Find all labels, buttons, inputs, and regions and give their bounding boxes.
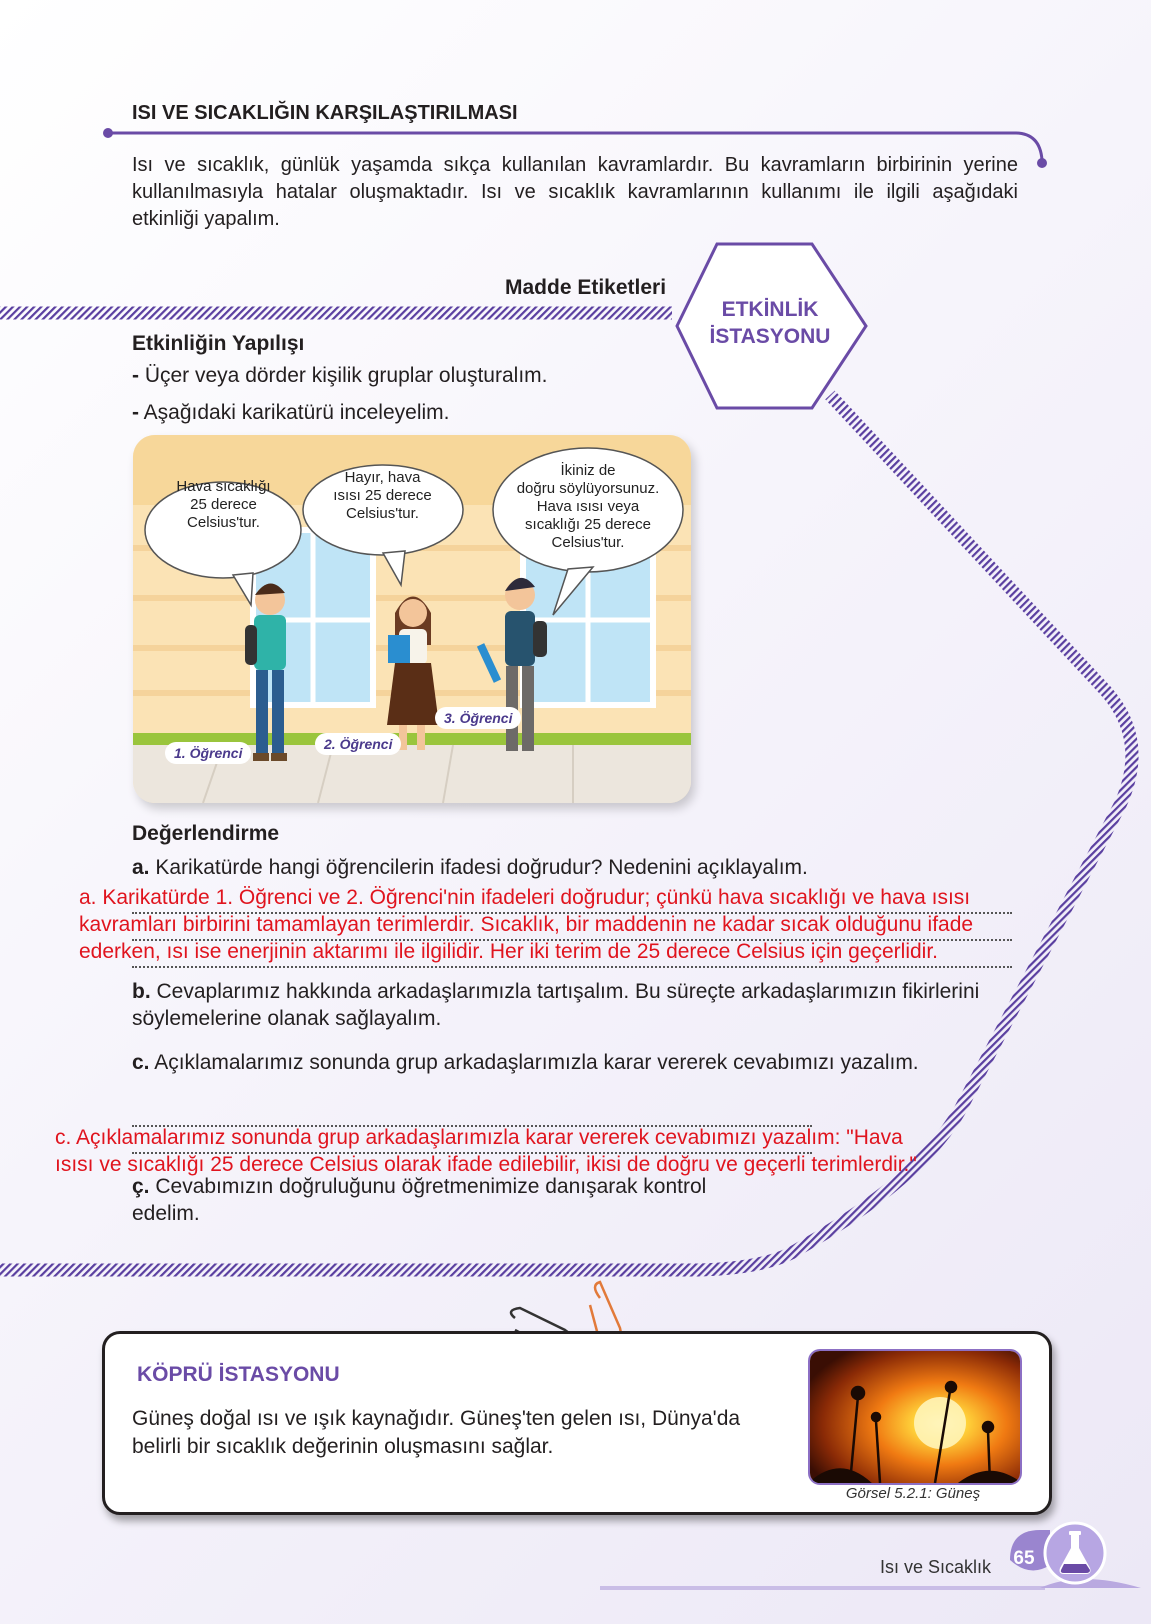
question-label: b.	[132, 980, 151, 1003]
bubble-line: Celsius'tur.	[346, 505, 419, 522]
badge-line-2: İSTASYONU	[709, 325, 831, 348]
bubble-line: ısısı 25 derece	[333, 487, 432, 504]
answer-line-text: ederken, ısı ise enerjinin aktarımı ile ilgilidir. Her iki terim de 25 derece Celsius için geçerlidir.	[79, 940, 939, 963]
bubble-line: Celsius'tur.	[187, 514, 260, 531]
step-bullet: -	[132, 364, 139, 387]
step-text: Aşağıdaki karikatürü inceleyelim.	[139, 401, 450, 424]
procedure-step-2	[132, 401, 449, 425]
activity-name: Madde Etiketleri	[505, 276, 667, 299]
intro-paragraph: Isı ve sıcaklık, günlük yaşamda sıkça kullanılan kavramlardır. Bu kavramların birbirinin yerine kullanılmasıyla hatalar oluşmaktadır. Isı ve sıcaklık kavramlarının kullanımı ile ilgili aşağıdaki etkinliği yapalım.	[132, 154, 1018, 230]
cartoon-illustration	[133, 435, 691, 803]
question-text: Cevabımızın doğruluğunu öğretmenimize danışarak kontrol edelim.	[132, 1175, 707, 1225]
bubble-line: Hava ısısı veya	[536, 498, 640, 515]
bubble-line: Hava sıcaklığı	[176, 478, 271, 495]
question-text: Cevaplarımız hakkında arkadaşlarımızla tartışalım. Bu süreçte arkadaşlarımızın fikirlerini söylemelerine olanak sağlayalım.	[132, 980, 980, 1030]
question-label: c.	[132, 1051, 150, 1074]
answer-a	[79, 884, 1149, 965]
photo-caption: Görsel 5.2.1: Güneş	[845, 1485, 981, 1502]
footer-decoration	[600, 1523, 1141, 1588]
question-a	[132, 854, 808, 881]
speech-bubble-3	[498, 462, 678, 552]
question-label: a.	[132, 856, 150, 879]
bubble-line: İkiniz de	[560, 462, 616, 479]
procedure-title: Etkinliğin Yapılışı	[132, 332, 305, 355]
chapter-name: Isı ve Sıcaklık	[880, 1557, 992, 1577]
step-text: Üçer veya dörder kişilik gruplar oluşturalım.	[139, 364, 548, 387]
speech-bubble-1	[151, 478, 296, 532]
question-c	[132, 1049, 932, 1076]
answer-line-text: c. Açıklamalarımız sonunda grup arkadaşlarımızla karar vererek cevabımızı yazalım: "Hava	[55, 1126, 903, 1149]
speech-bubble-2	[310, 469, 455, 523]
bridge-station-text: Güneş doğal ısı ve ışık kaynağıdır. Güneş'ten gelen ısı, Dünya'da belirli bir sıcaklık değerinin oluşmasını sağlar.	[132, 1407, 741, 1458]
question-text: Açıklamalarımız sonunda grup arkadaşlarımızla karar vererek cevabımızı yazalım.	[149, 1051, 919, 1074]
procedure-step-1	[132, 364, 547, 388]
bubble-line: sıcaklığı 25 derece	[525, 516, 651, 533]
answer-line-text: a. Karikatürde 1. Öğrenci ve 2. Öğrenci'nin ifadeleri doğrudur; çünkü hava sıcaklığı ve hava ısısı	[79, 886, 971, 909]
badge-line-1: ETKİNLİK	[721, 298, 819, 321]
question-text: Karikatürde hangi öğrencilerin ifadesi doğrudur? Nedenini açıklayalım.	[149, 856, 808, 879]
student-3-label: 3. Öğrenci	[435, 707, 521, 729]
student-1-label: 1. Öğrenci	[165, 742, 251, 764]
answer-c	[55, 1124, 1145, 1178]
step-bullet: -	[132, 401, 139, 424]
bubble-line: Celsius'tur.	[551, 534, 625, 551]
page-number: 65	[1013, 1548, 1035, 1569]
sun-photo	[808, 1349, 1022, 1485]
answer-line-text: kavramları birbirini tamamlayan terimlerdir. Sıcaklık, bir maddenin ne kadar sıcak olduğunu ifade	[79, 913, 974, 936]
bubble-line: 25 derece	[190, 496, 257, 513]
activity-badge	[684, 296, 856, 350]
bubble-line: Hayır, hava	[344, 469, 421, 486]
answer-line	[132, 966, 1012, 968]
question-b	[132, 978, 1012, 1032]
bridge-station-title: KÖPRÜ İSTASYONU	[137, 1363, 340, 1386]
student-2-label: 2. Öğrenci	[315, 733, 401, 755]
sun-image	[810, 1351, 1020, 1483]
question-cc	[132, 1173, 772, 1227]
question-label: ç.	[132, 1175, 150, 1198]
bubble-line: doğru söylüyorsunuz.	[516, 480, 660, 497]
section-title: ISI VE SICAKLIĞIN KARŞILAŞTIRILMASI	[132, 102, 518, 124]
answer-line-text: ısısı ve sıcaklığı 25 derece Celsius olarak ifade edilebilir, ikisi de doğru ve geçerli terimlerdir."	[55, 1153, 917, 1176]
evaluation-title: Değerlendirme	[132, 822, 280, 845]
